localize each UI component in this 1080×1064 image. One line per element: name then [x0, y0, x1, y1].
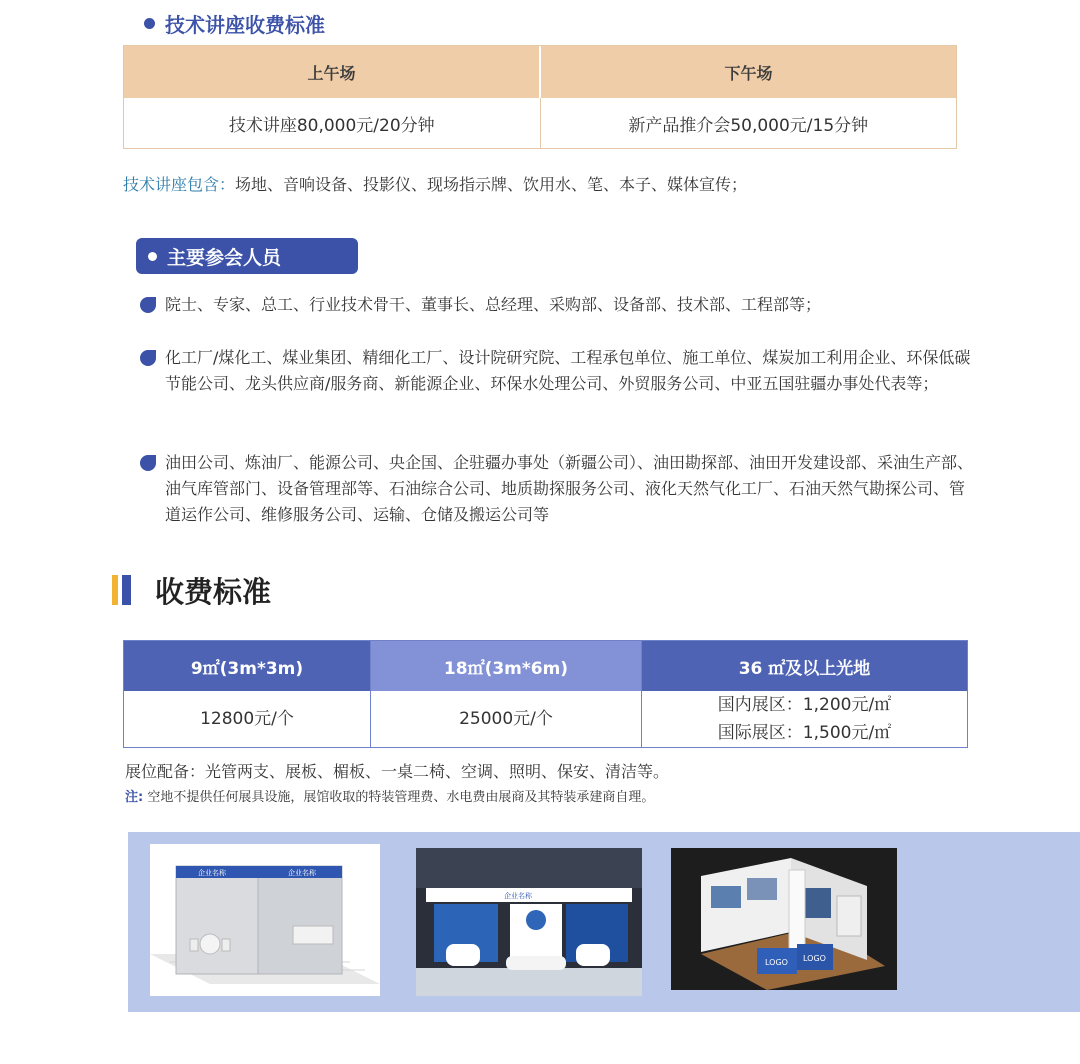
attendee-list-item: [140, 345, 980, 397]
booth-price-18sqm: [371, 691, 641, 747]
standard-booth-illustration: [150, 844, 380, 996]
lecture-cell-afternoon: 新产品推介会50,000元/15分钟: [540, 98, 957, 148]
attendee-list-item: [140, 450, 980, 528]
bullet-dot-icon: [144, 18, 155, 29]
standard-booth-sign-left: 企业名称: [198, 869, 226, 877]
attendee-item-text: 油田公司、炼油厂、能源公司、央企国、企驻疆办事处（新疆公司）、油田勘探部、油田开发建设部、采油生产部、油气库管部门、设备管理部等、石油综合公司、地质勘探服务公司、液化天然气化工厂、石油天然气勘探公司、管道运作公司、维修服务公司、运输、仓储及搬运公司等: [165, 453, 974, 524]
leaf-bullet-icon: [140, 350, 156, 366]
booth-column-9sqm: [124, 641, 370, 747]
booth-column-18sqm: [370, 641, 641, 747]
lecture-table-header-row: [124, 46, 956, 98]
leaf-bullet-icon: [140, 455, 156, 471]
lecture-cell-morning: 技术讲座80,000元/20分钟: [228, 115, 435, 136]
lecture-includes-label: 技术讲座包含：: [123, 175, 236, 194]
booth-header-18sqm: 18㎡(3m*6m): [371, 641, 641, 691]
booth-header-9sqm: 9㎡(3m*3m): [124, 641, 370, 691]
booth-price-domestic: 国内展区：1,200元/㎡: [717, 695, 892, 715]
fee-section-heading: [112, 573, 271, 607]
note-text: 空地不提供任何展具设施，展馆收取的特装管理费、水电费由展商及其特装承建商自理。: [147, 790, 655, 805]
booth-render-photo: [671, 848, 897, 990]
render-logo-right: LOGO: [803, 954, 826, 963]
booth-header-36sqm: 36 ㎡及以上光地: [642, 641, 967, 691]
booth-price-9sqm-text: 12800元/个: [200, 709, 294, 729]
attendees-section-title: 主要参会人员: [167, 246, 282, 269]
lecture-header-morning: 上午场: [307, 63, 356, 83]
attendees-section-heading: [136, 238, 358, 274]
booth-price-36sqm: [642, 691, 967, 747]
note-label: 注:: [125, 790, 144, 805]
blue-accent-bar: [122, 575, 131, 605]
attendee-item-text: 化工厂/煤化工、煤业集团、精细化工厂、设计院研究院、工程承包单位、施工单位、煤炭加工利用企业、环保低碳节能公司、龙头供应商/服务商、新能源企业、环保水处理公司、外贸服务公司、中亚五国驻疆办事处代表等；: [165, 348, 971, 393]
standard-booth-sign-right: 企业名称: [288, 869, 316, 877]
render-logo-left: LOGO: [765, 958, 788, 967]
booth-price-18sqm-text: 25000元/个: [459, 709, 553, 729]
booth-price-international: 国际展区：1,500元/㎡: [717, 723, 892, 743]
bullet-dot-icon: [148, 252, 157, 261]
booth-fee-table: [123, 640, 968, 748]
booth-photo-band: [128, 832, 1080, 1012]
lecture-includes-text: 场地、音响设备、投影仪、现场指示牌、饮用水、笔、本子、媒体宣传；: [235, 175, 748, 194]
custom-booth-illustration: [416, 848, 642, 996]
lecture-table-body-row: [124, 98, 956, 148]
lecture-includes: [123, 172, 747, 198]
booth-equipment-text: 展位配备：光管两支、展板、楣板、一桌二椅、空调、照明、保安、清洁等。: [125, 762, 670, 781]
attendee-item-text: 院士、专家、总工、行业技术骨干、董事长、总经理、采购部、设备部、技术部、工程部等；: [165, 295, 822, 314]
lecture-section-heading: [144, 8, 325, 38]
booth-price-9sqm: [124, 691, 370, 747]
booth-note: [125, 788, 654, 808]
custom-booth-fascia: 企业名称: [504, 892, 532, 900]
yellow-accent-bar: [112, 575, 118, 605]
booth-render-illustration: [671, 848, 897, 990]
lecture-fee-table: [123, 45, 957, 149]
attendee-list-item: [140, 292, 980, 318]
custom-booth-photo: [416, 848, 642, 996]
booth-column-36sqm: [641, 641, 967, 747]
leaf-bullet-icon: [140, 297, 156, 313]
fee-section-title: 收费标准: [155, 574, 272, 609]
lecture-section-title: 技术讲座收费标准: [165, 12, 325, 37]
lecture-header-afternoon: 下午场: [539, 46, 956, 98]
standard-booth-photo: [150, 844, 380, 996]
